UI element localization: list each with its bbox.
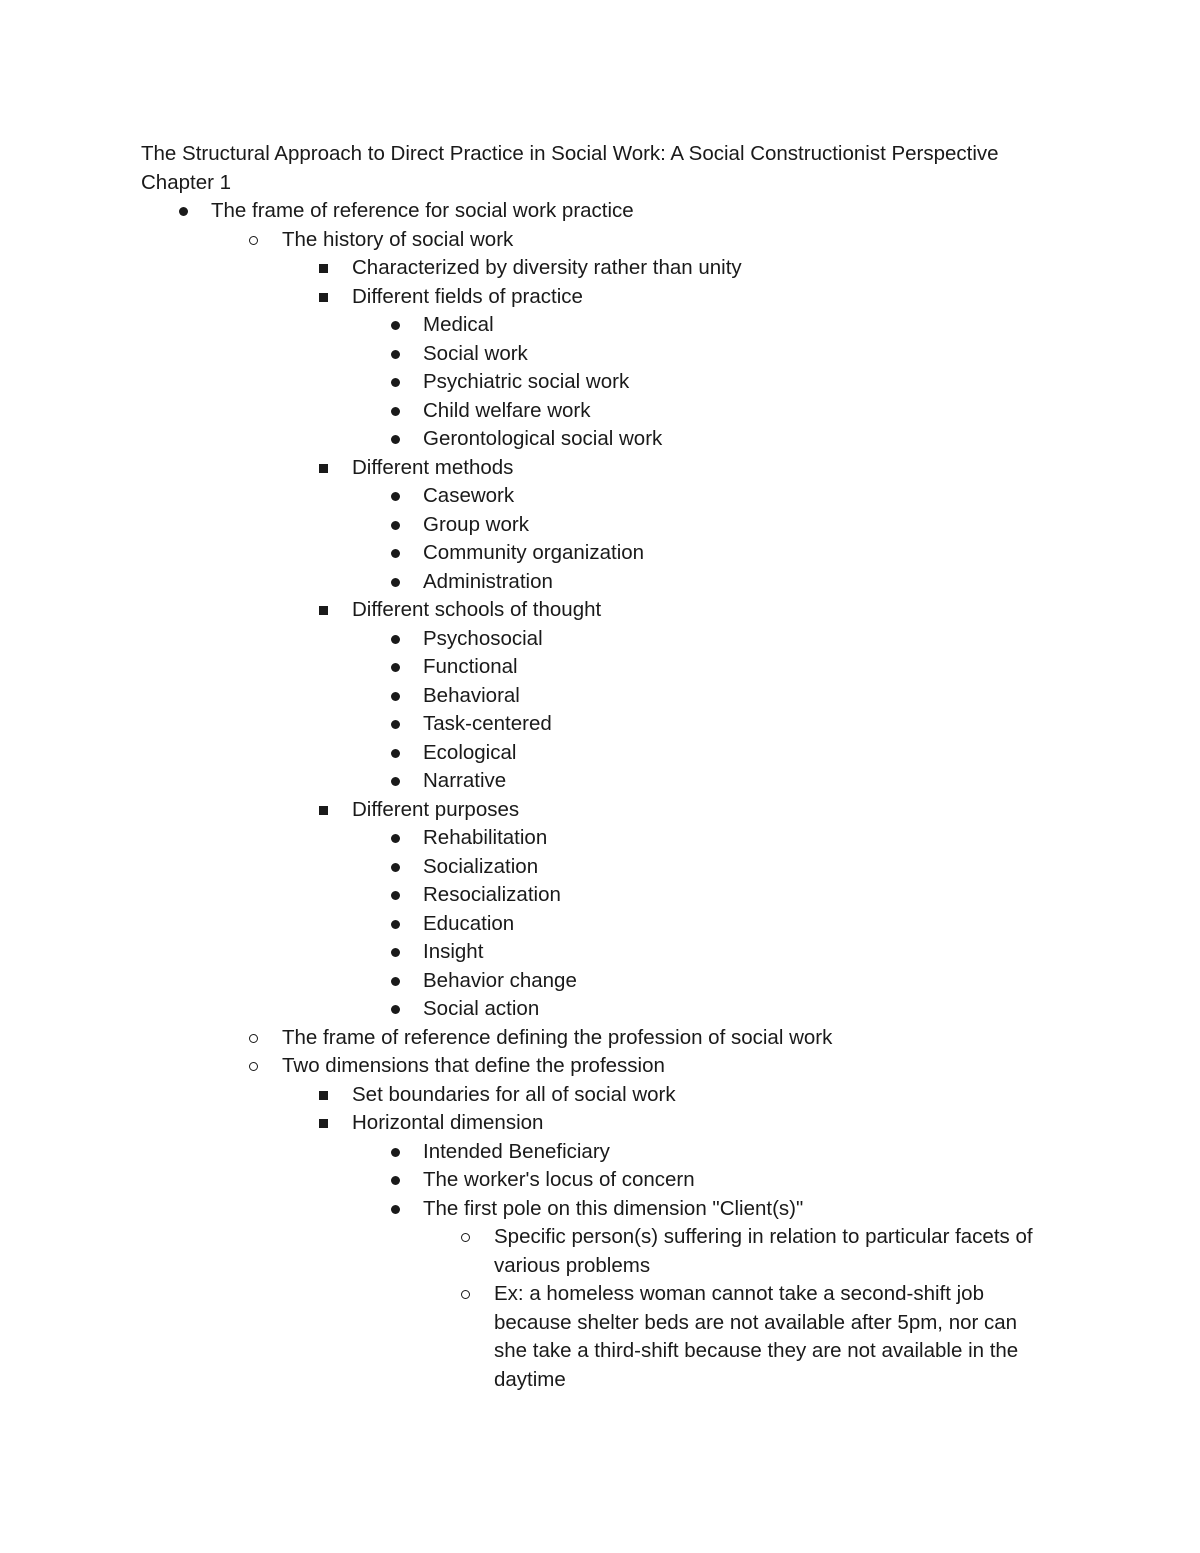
list-item: Narrative [141, 767, 1061, 796]
list-item: Different methods [141, 454, 1061, 483]
bullet-disc-icon [391, 891, 400, 900]
list-item: Specific person(s) suffering in relation to particular facets of various problems [141, 1223, 1061, 1280]
list-item: Different fields of practice [141, 283, 1061, 312]
bullet-disc-icon [391, 863, 400, 872]
bullet-disc-icon [391, 1005, 400, 1014]
list-item: Set boundaries for all of social work [141, 1081, 1061, 1110]
bullet-circle-icon [249, 1034, 258, 1043]
bullet-square-icon [319, 264, 328, 273]
list-item: Gerontological social work [141, 425, 1061, 454]
list-item: Horizontal dimension [141, 1109, 1061, 1138]
list-item: Resocialization [141, 881, 1061, 910]
bullet-square-icon [319, 1119, 328, 1128]
bullet-disc-icon [391, 378, 400, 387]
list-item: The first pole on this dimension "Client(s)" [141, 1195, 1061, 1224]
bullet-disc-icon [179, 207, 188, 216]
bullet-circle-icon [249, 1062, 258, 1071]
list-item: Socialization [141, 853, 1061, 882]
list-item: Psychosocial [141, 625, 1061, 654]
list-item: The frame of reference defining the profession of social work [141, 1024, 1061, 1053]
bullet-square-icon [319, 606, 328, 615]
bullet-circle-icon [461, 1290, 470, 1299]
bullet-disc-icon [391, 635, 400, 644]
bullet-disc-icon [391, 777, 400, 786]
list-item: Different schools of thought [141, 596, 1061, 625]
bullet-disc-icon [391, 977, 400, 986]
list-item: Ex: a homeless woman cannot take a second-shift job because shelter beds are not available after 5pm, nor can she take a third-shift because they are not available in the daytime [141, 1280, 1061, 1394]
bullet-disc-icon [391, 663, 400, 672]
list-item: The history of social work [141, 226, 1061, 255]
list-item: The worker's locus of concern [141, 1166, 1061, 1195]
list-item: Intended Beneficiary [141, 1138, 1061, 1167]
list-item: Task-centered [141, 710, 1061, 739]
bullet-circle-icon [249, 236, 258, 245]
outline-list [141, 197, 1061, 1394]
bullet-disc-icon [391, 749, 400, 758]
list-item: Behavior change [141, 967, 1061, 996]
bullet-disc-icon [391, 407, 400, 416]
list-item: Behavioral [141, 682, 1061, 711]
list-item: Community organization [141, 539, 1061, 568]
bullet-disc-icon [391, 692, 400, 701]
list-item: Group work [141, 511, 1061, 540]
list-item: Insight [141, 938, 1061, 967]
list-item: Ecological [141, 739, 1061, 768]
list-item: Administration [141, 568, 1061, 597]
bullet-disc-icon [391, 1205, 400, 1214]
bullet-disc-icon [391, 920, 400, 929]
list-item: Casework [141, 482, 1061, 511]
list-item: Education [141, 910, 1061, 939]
bullet-disc-icon [391, 435, 400, 444]
bullet-disc-icon [391, 492, 400, 501]
list-item: Medical [141, 311, 1061, 340]
chapter-heading: Chapter 1 [141, 170, 232, 194]
bullet-square-icon [319, 293, 328, 302]
bullet-disc-icon [391, 549, 400, 558]
bullet-disc-icon [391, 1148, 400, 1157]
list-item: Social action [141, 995, 1061, 1024]
bullet-disc-icon [391, 1176, 400, 1185]
list-item: Social work [141, 340, 1061, 369]
list-item: Child welfare work [141, 397, 1061, 426]
bullet-square-icon [319, 1091, 328, 1100]
bullet-disc-icon [391, 948, 400, 957]
bullet-disc-icon [391, 720, 400, 729]
bullet-disc-icon [391, 578, 400, 587]
bullet-square-icon [319, 806, 328, 815]
list-item: Functional [141, 653, 1061, 682]
bullet-disc-icon [391, 350, 400, 359]
document-title: The Structural Approach to Direct Practice in Social Work: A Social Constructionist Perspective [141, 142, 999, 165]
list-item: Two dimensions that define the profession [141, 1052, 1061, 1081]
list-item: Rehabilitation [141, 824, 1061, 853]
bullet-circle-icon [461, 1233, 470, 1242]
list-item: The frame of reference for social work practice [141, 197, 1061, 226]
bullet-disc-icon [391, 834, 400, 843]
list-item: Different purposes [141, 796, 1061, 825]
bullet-disc-icon [391, 321, 400, 330]
bullet-square-icon [319, 464, 328, 473]
document-body [141, 140, 1061, 1394]
list-item: Characterized by diversity rather than unity [141, 254, 1061, 283]
list-item: Psychiatric social work [141, 368, 1061, 397]
bullet-disc-icon [391, 521, 400, 530]
